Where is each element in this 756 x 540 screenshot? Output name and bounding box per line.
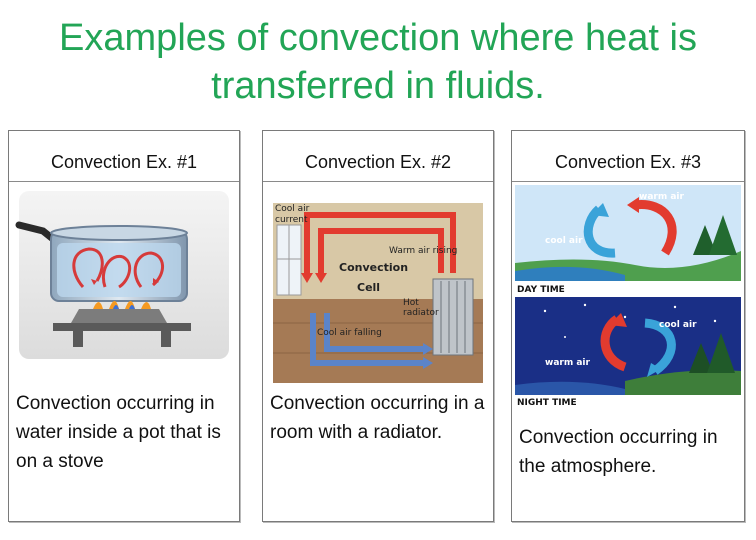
card-header: Convection Ex. #3	[512, 131, 744, 182]
label-warm-air-rising: Warm air rising	[389, 246, 458, 256]
pot-on-stove-illustration	[13, 191, 235, 363]
label-radiator: radiator	[403, 308, 439, 318]
atmosphere-night-illustration	[515, 297, 741, 407]
convection-example-1-card	[8, 130, 240, 522]
label-convection: Convection	[339, 261, 409, 274]
label-cool-air: cool air	[659, 320, 697, 330]
card-description: Convection occurring in water inside a pot that is on a stove	[16, 393, 221, 472]
label-warm-air: warm air	[639, 192, 684, 202]
label-cell: Cell	[357, 281, 381, 294]
label-cool-air: Cool air	[275, 204, 310, 214]
label-cool-air: cool air	[545, 236, 583, 246]
label-cool-air-falling: Cool air falling	[317, 328, 382, 338]
convection-example-3-card	[511, 130, 745, 522]
label-current: current	[275, 215, 308, 225]
atmosphere-day-illustration	[515, 185, 741, 295]
day-time-caption: DAY TIME	[517, 285, 565, 295]
room-radiator-illustration	[273, 203, 483, 383]
label-warm-air: warm air	[545, 358, 590, 368]
card-header: Convection Ex. #2	[263, 131, 493, 182]
card-header: Convection Ex. #1	[9, 131, 239, 182]
night-time-caption: NIGHT TIME	[517, 398, 577, 407]
radiator-icon	[433, 279, 473, 355]
label-hot: Hot	[403, 298, 419, 308]
card-description: Convection occurring in the atmosphere.	[519, 427, 718, 477]
page-title: Examples of convection where heat is transferred in fluids.	[59, 17, 697, 107]
convection-example-2-card	[262, 130, 494, 522]
card-description: Convection occurring in a room with a radiator.	[270, 393, 485, 443]
